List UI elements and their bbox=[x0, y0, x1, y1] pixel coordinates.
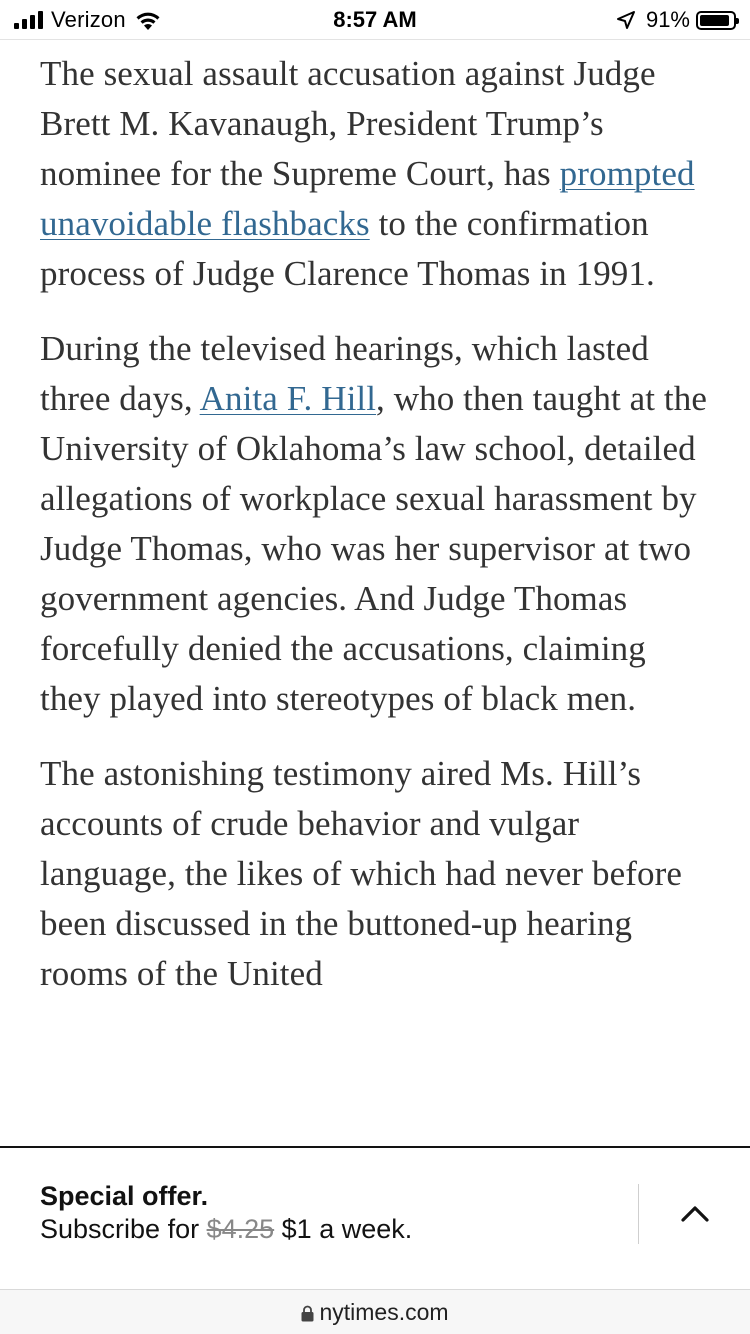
address-bar[interactable] bbox=[0, 1289, 750, 1334]
lock-icon bbox=[301, 1305, 314, 1322]
article-body bbox=[40, 49, 710, 1146]
offer-divider bbox=[638, 1184, 639, 1244]
article-paragraph: During the televised hearings, which lasted three days, Anita F. Hill, who then taught at the University of Oklahoma’s law school, detailed allegations of workplace sexual harassment by Judge Thomas, who was her supervisor at two government agencies. And Judge Thomas forcefully denied the accusations, claiming they played into stereotypes of black men. bbox=[40, 329, 707, 718]
article-paragraph: The astonishing testimony aired Ms. Hill’s accounts of crude behavior and vulgar language, the likes of which had never before been discussed in the buttoned-up hearing rooms of the United bbox=[40, 754, 683, 993]
expand-offer-button[interactable] bbox=[660, 1188, 730, 1238]
offer-text bbox=[40, 1180, 412, 1246]
status-time: 8:57 AM bbox=[333, 7, 417, 32]
link-prompted-flashbacks[interactable]: prompted unavoidable flashbacks bbox=[40, 154, 695, 243]
status-bar-right bbox=[616, 6, 736, 34]
battery-icon bbox=[696, 11, 736, 30]
url-domain: nytimes.com bbox=[319, 1298, 449, 1325]
old-price: $4.25 bbox=[206, 1214, 275, 1244]
carrier-name: Verizon bbox=[51, 7, 126, 32]
battery-percent: 91% bbox=[645, 7, 690, 32]
offer-subscribe-line: Subscribe for $4.25 $1 a week. bbox=[40, 1214, 413, 1244]
location-arrow-icon bbox=[616, 10, 636, 30]
article-paragraph: The sexual assault accusation against Judge Brett M. Kavanaugh, President Trump’s nominee for the Supreme Court, has prompted unavoidable flashbacks to the confirmation process of Judge Clarence Thomas in 1991. bbox=[40, 54, 695, 293]
status-bar bbox=[0, 0, 750, 40]
link-anita-hill[interactable]: Anita F. Hill bbox=[199, 379, 377, 418]
chevron-up-icon bbox=[680, 1204, 710, 1222]
new-price: $1 a week. bbox=[274, 1214, 413, 1244]
special-offer-banner[interactable] bbox=[0, 1146, 750, 1289]
battery-level-fill bbox=[700, 15, 729, 26]
offer-title: Special offer. bbox=[40, 1181, 209, 1211]
